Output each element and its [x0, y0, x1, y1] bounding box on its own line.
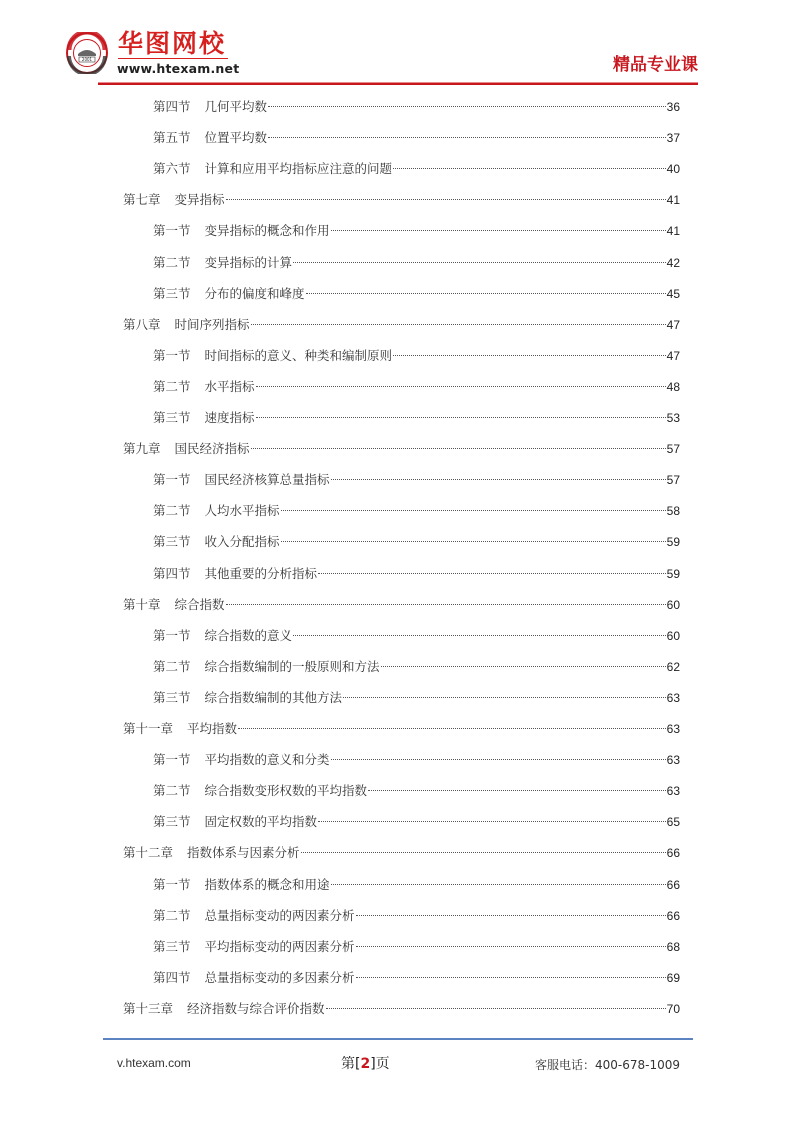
- toc-entry-number: 第一节: [153, 223, 191, 239]
- toc-entry-page: 47: [666, 348, 680, 363]
- toc-dot-leader: [251, 448, 666, 449]
- brand-underline: [118, 58, 228, 59]
- toc-entry-number: 第二节: [153, 378, 191, 394]
- toc-dot-leader: [301, 852, 666, 853]
- toc-chapter-entry[interactable]: [123, 999, 680, 1019]
- toc-entry-number: 第一节: [153, 876, 191, 892]
- toc-section-entry[interactable]: [153, 626, 680, 646]
- toc-section-entry[interactable]: [153, 221, 680, 241]
- toc-entry-number: 第三节: [153, 285, 191, 301]
- toc-entry-title: 其他重要的分析指标: [204, 565, 318, 581]
- toc-entry-page: 62: [666, 659, 680, 674]
- toc-entry-number: 第二节: [153, 783, 191, 799]
- toc-chapter-entry[interactable]: [123, 190, 680, 210]
- toc-dot-leader: [368, 790, 666, 791]
- toc-entry-page: 57: [666, 442, 680, 457]
- toc-dot-leader: [238, 728, 666, 729]
- toc-entry-number: 第十二章: [123, 845, 174, 861]
- toc-entry-page: 69: [666, 970, 680, 985]
- toc-entry-title: 总量指标变动的两因素分析: [204, 907, 355, 923]
- toc-entry-number: 第三节: [153, 938, 191, 954]
- toc-dot-leader: [281, 541, 666, 542]
- toc-dot-leader: [256, 417, 666, 418]
- page-prefix: 第[: [341, 1056, 361, 1072]
- toc-entry-title: 指数体系的概念和用途: [204, 876, 330, 892]
- toc-dot-leader: [226, 199, 666, 200]
- toc-chapter-entry[interactable]: [123, 595, 680, 615]
- toc-entry-number: 第一节: [153, 627, 191, 643]
- toc-entry-page: 57: [666, 473, 680, 488]
- toc-dot-leader: [251, 324, 666, 325]
- toc-entry-page: 59: [666, 566, 680, 581]
- toc-entry-page: 60: [666, 597, 680, 612]
- toc-dot-leader: [256, 386, 666, 387]
- toc-entry-number: 第三节: [153, 534, 191, 550]
- toc-entry-title: 变异指标: [174, 192, 225, 208]
- toc-entry-title: 位置平均数: [204, 130, 268, 146]
- page-number-value: 2: [360, 1056, 371, 1072]
- toc-entry-page: 53: [666, 411, 680, 425]
- toc-dot-leader: [293, 635, 666, 636]
- toc-section-entry[interactable]: [153, 750, 680, 770]
- toc-entry-page: 66: [666, 846, 680, 861]
- footer-hotline: 客服电话：400-678-1009: [535, 1058, 681, 1072]
- toc-entry-title: 几何平均数: [204, 99, 268, 114]
- toc-entry-title: 时间指标的意义、种类和编制原则: [204, 347, 393, 363]
- toc-section-entry[interactable]: [153, 875, 680, 895]
- toc-entry-title: 人均水平指标: [204, 503, 280, 519]
- toc-dot-leader: [293, 262, 666, 263]
- huatu-education-seal-icon: [66, 32, 108, 74]
- toc-entry-page: 59: [666, 535, 680, 550]
- toc-chapter-entry[interactable]: [123, 719, 680, 739]
- toc-entry-page: 63: [666, 722, 680, 736]
- toc-entry-number: 第七章: [123, 192, 161, 208]
- toc-section-entry[interactable]: [153, 532, 680, 552]
- toc-entry-number: 第四节: [153, 969, 191, 985]
- toc-entry-title: 国民经济指标: [174, 441, 250, 457]
- page-number: [341, 1053, 390, 1073]
- toc-section-entry[interactable]: [153, 128, 680, 148]
- toc-entry-title: 综合指数的意义: [204, 627, 293, 643]
- toc-entry-page: 41: [666, 224, 680, 239]
- toc-dot-leader: [393, 168, 666, 169]
- toc-entry-number: 第一节: [153, 752, 191, 768]
- brand-name: 华图网校: [118, 29, 227, 58]
- toc-dot-leader: [356, 977, 666, 978]
- toc-dot-leader: [356, 946, 666, 947]
- toc-entry-page: 65: [666, 815, 680, 830]
- toc-dot-leader: [393, 355, 666, 356]
- toc-dot-leader: [331, 759, 666, 760]
- toc-chapter-entry[interactable]: [123, 843, 680, 863]
- toc-entry-title: 综合指数: [174, 596, 225, 612]
- toc-section-entry[interactable]: [153, 470, 680, 490]
- toc-entry-title: 平均指标变动的两因素分析: [204, 938, 355, 954]
- toc-entry-number: 第三节: [153, 689, 191, 705]
- toc-entry-number: 第六节: [153, 161, 191, 177]
- toc-section-entry[interactable]: [153, 812, 680, 832]
- toc-entry-title: 时间序列指标: [174, 316, 250, 332]
- page-header: [0, 0, 793, 90]
- toc-entry-page: 41: [666, 193, 680, 208]
- toc-entry-title: 变异指标的计算: [204, 254, 293, 270]
- toc-entry-page: 45: [666, 286, 680, 301]
- toc-entry-number: 第二节: [153, 907, 191, 923]
- toc-entry-number: 第十三章: [123, 1000, 174, 1016]
- toc-entry-page: 42: [666, 255, 680, 270]
- toc-entry-title: 综合指数编制的其他方法: [204, 689, 343, 705]
- brand-url[interactable]: www.htexam.net: [117, 61, 240, 76]
- toc-dot-leader: [331, 230, 666, 231]
- toc-entry-title: 国民经济核算总量指标: [204, 472, 330, 488]
- toc-dot-leader: [281, 510, 666, 511]
- toc-section-entry[interactable]: [153, 284, 680, 304]
- toc-dot-leader: [268, 106, 666, 107]
- toc-entry-page: 68: [666, 939, 680, 954]
- header-tagline: 精品专业课: [613, 55, 698, 75]
- toc-section-entry[interactable]: [153, 937, 680, 957]
- toc-entry-number: 第八章: [123, 316, 161, 332]
- toc-entry-number: 第二节: [153, 658, 191, 674]
- toc-section-entry[interactable]: [153, 657, 680, 677]
- toc-dot-leader: [331, 479, 666, 480]
- toc-entry-page: 66: [666, 908, 680, 923]
- toc-dot-leader: [381, 666, 666, 667]
- toc-entry-page: 63: [666, 690, 680, 705]
- toc-entry-title: 水平指标: [204, 378, 255, 394]
- toc-entry-title: 平均指数的意义和分类: [204, 752, 330, 768]
- toc-entry-title: 经济指数与综合评价指数: [187, 1000, 325, 1016]
- toc-section-entry[interactable]: [153, 564, 680, 584]
- toc-entry-number: 第十一章: [123, 721, 174, 736]
- toc-entry-title: 分布的偏度和峰度: [204, 285, 305, 301]
- toc-entry-title: 速度指标: [204, 410, 255, 425]
- toc-entry-title: 计算和应用平均指标应注意的问题: [204, 161, 393, 177]
- toc-section-entry[interactable]: [153, 501, 680, 521]
- toc-dot-leader: [326, 1008, 666, 1009]
- toc-entry-title: 平均指数: [187, 721, 238, 736]
- footer-website[interactable]: v.htexam.com: [117, 1056, 191, 1070]
- page-suffix: ]页: [370, 1056, 390, 1072]
- toc-chapter-entry[interactable]: [123, 315, 680, 335]
- toc-section-entry[interactable]: [153, 781, 680, 801]
- toc-section-entry[interactable]: [153, 159, 680, 179]
- toc-section-entry[interactable]: [153, 968, 680, 988]
- toc-entry-number: 第三节: [153, 814, 191, 830]
- footer-divider: [103, 1038, 693, 1040]
- toc-dot-leader: [318, 573, 666, 574]
- toc-entry-page: 48: [666, 379, 680, 394]
- toc-section-entry[interactable]: [153, 346, 680, 366]
- toc-dot-leader: [356, 915, 666, 916]
- toc-section-entry[interactable]: [153, 688, 680, 708]
- toc-entry-page: 40: [666, 162, 680, 177]
- toc-dot-leader: [268, 137, 666, 138]
- toc-entry-page: 58: [666, 504, 680, 519]
- toc-dot-leader: [343, 697, 666, 698]
- toc-entry-title: 固定权数的平均指数: [204, 814, 318, 830]
- toc-dot-leader: [306, 293, 666, 294]
- toc-entry-title: 收入分配指标: [204, 534, 280, 550]
- toc-entry-number: 第二节: [153, 254, 191, 270]
- toc-chapter-entry[interactable]: [123, 439, 680, 459]
- toc-entry-number: 第一节: [153, 347, 191, 363]
- toc-entry-title: 变异指标的概念和作用: [204, 223, 330, 239]
- toc-dot-leader: [318, 821, 666, 822]
- svg-text:2001: 2001: [81, 57, 93, 62]
- toc-dot-leader: [331, 884, 666, 885]
- toc-section-entry[interactable]: [153, 408, 680, 428]
- toc-entry-page: 60: [666, 628, 680, 643]
- toc-dot-leader: [226, 604, 666, 605]
- toc-entry-number: 第十章: [123, 596, 161, 612]
- toc-section-entry[interactable]: [153, 253, 680, 273]
- toc-entry-page: 36: [666, 100, 680, 114]
- toc-entry-number: 第九章: [123, 441, 161, 457]
- toc-section-entry[interactable]: [153, 377, 680, 397]
- toc-entry-title: 综合指数编制的一般原则和方法: [204, 658, 380, 674]
- toc-entry-number: 第五节: [153, 130, 191, 146]
- toc-entry-title: 综合指数变形权数的平均指数: [204, 783, 368, 799]
- header-divider: [98, 82, 698, 85]
- toc-entry-number: 第一节: [153, 472, 191, 488]
- toc-entry-page: 37: [666, 131, 680, 146]
- toc-entry-title: 总量指标变动的多因素分析: [204, 969, 355, 985]
- toc-entry-number: 第四节: [153, 99, 191, 114]
- toc-entry-page: 66: [666, 877, 680, 892]
- toc-entry-number: 第三节: [153, 410, 191, 425]
- toc-entry-page: 47: [666, 317, 680, 332]
- toc-section-entry[interactable]: [153, 906, 680, 926]
- toc-entry-number: 第四节: [153, 565, 191, 581]
- toc-entry-page: 70: [666, 1001, 680, 1016]
- toc-entry-number: 第二节: [153, 503, 191, 519]
- toc-entry-title: 指数体系与因素分析: [187, 845, 300, 861]
- toc-entry-page: 63: [666, 753, 680, 768]
- toc-entry-page: 63: [666, 784, 680, 799]
- toc-section-entry[interactable]: [153, 97, 680, 117]
